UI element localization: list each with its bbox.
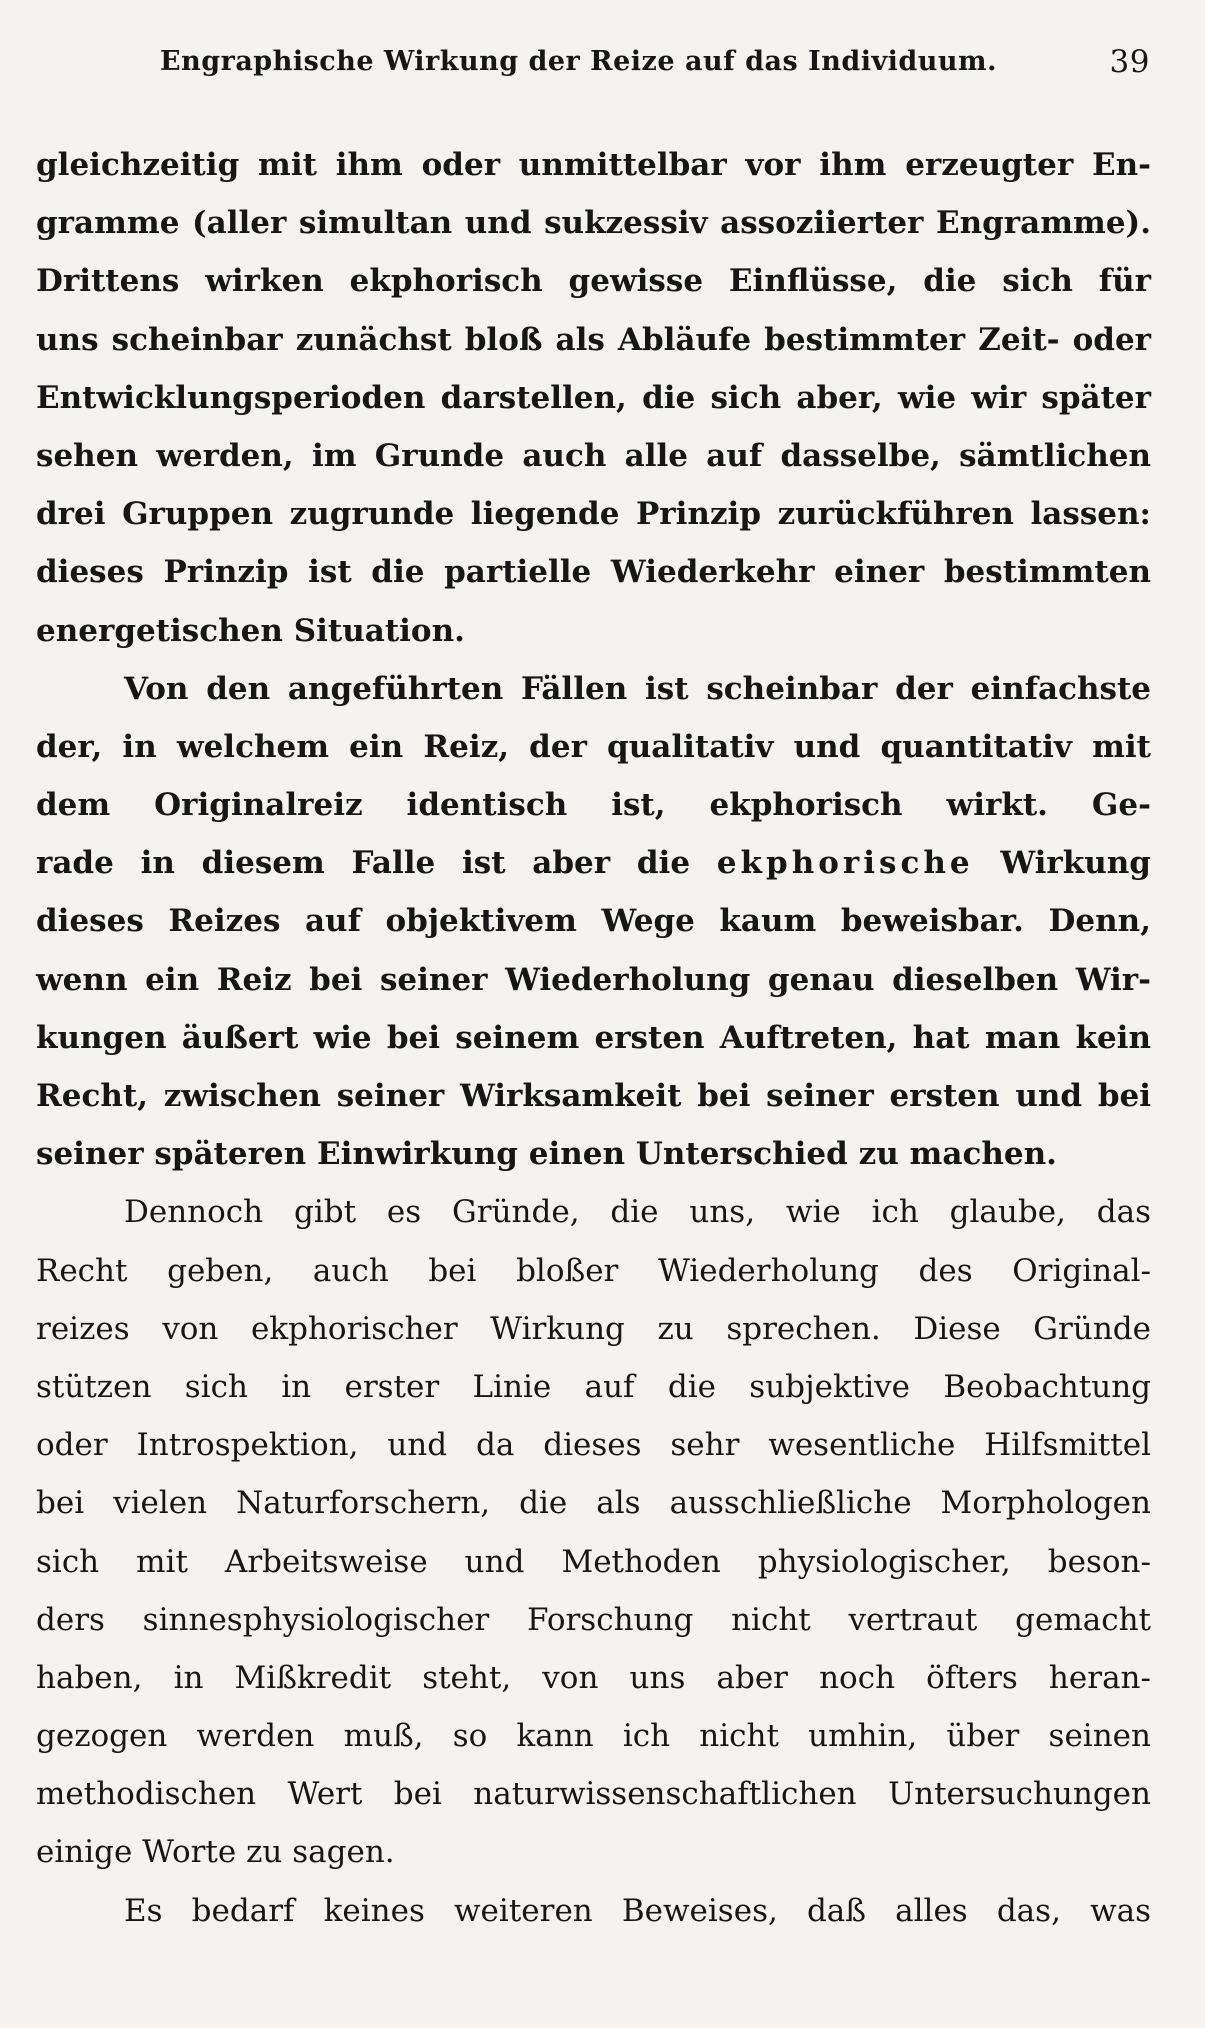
text-line: wenn ein Reiz bei seiner Wiederholung genau dieselben Wir- [36, 961, 1151, 998]
text-line: Von den angeführten Fällen ist scheinbar der einfachste [124, 670, 1151, 707]
text-line: oder Introspektion, und da dieses sehr wesentliche Hilfsmittel [36, 1427, 1151, 1464]
text-line: Recht geben, auch bei bloßer Wiederholung des Original- [36, 1252, 1151, 1289]
text-line: methodischen Wert bei naturwissenschaftlichen Untersuchungen [36, 1776, 1151, 1813]
text-line: Recht, zwischen seiner Wirksamkeit bei seiner ersten und bei [36, 1078, 1151, 1114]
page-number: 39 [1109, 44, 1150, 80]
text-line: sich mit Arbeitsweise und Methoden physiologischer, beson- [36, 1543, 1151, 1580]
text-line: dieses Reizes auf objektivem Wege kaum beweisbar. Denn, [36, 903, 1151, 940]
text-line: Entwicklungsperioden darstellen, die sich aber, wie wir später [36, 379, 1151, 416]
running-head-title: Engraphische Wirkung der Reize auf das Individuum. [160, 46, 998, 77]
text-line: haben, in Mißkredit steht, von uns aber noch öfters heran- [36, 1659, 1151, 1696]
text-line-emphasis [36, 834, 1151, 892]
text-line: sehen werden, im Grunde auch alle auf dasselbe, sämtlichen [36, 437, 1151, 474]
text-line: drei Gruppen zugrunde liegende Prinzip zurückführen lassen: [36, 496, 1151, 533]
text-line: Es bedarf keines weiteren Beweises, daß alles das, was [124, 1892, 1151, 1929]
text-line: seiner späteren Einwirkung einen Unterschied zu machen. [36, 1136, 1057, 1173]
text-line: Dennoch gibt es Gründe, die uns, wie ich glaube, das [124, 1194, 1151, 1231]
text-line: reizes von ekphorischer Wirkung zu sprechen. Diese Gründe [36, 1310, 1151, 1347]
text-line: Drittens wirken ekphorisch gewisse Einflüsse, die sich für [36, 263, 1151, 300]
body-text [36, 136, 1151, 1940]
emphasized-word: ekphorische [716, 845, 974, 882]
running-head [160, 46, 1150, 86]
text-line: gleichzeitig mit ihm oder unmittelbar vor ihm erzeugter En- [36, 147, 1151, 183]
text-fragment: rade in diesem Falle ist aber die [36, 845, 691, 882]
text-line: energetischen Situation. [36, 612, 465, 649]
text-line: der, in welchem ein Reiz, der qualitativ und quantitativ mit [36, 728, 1151, 765]
text-fragment: Wirkung [1000, 845, 1151, 882]
text-line: kungen äußert wie bei seinem ersten Auftreten, hat man kein [36, 1019, 1151, 1056]
text-line: bei vielen Naturforschern, die als ausschließliche Morphologen [36, 1485, 1151, 1522]
text-line: dem Originalreiz identisch ist, ekphorisch wirkt. Ge- [36, 787, 1151, 824]
text-line: dieses Prinzip ist die partielle Wiederkehr einer bestimmten [36, 554, 1151, 591]
text-line: gezogen werden muß, so kann ich nicht umhin, über seinen [36, 1718, 1151, 1755]
text-line: stützen sich in erster Linie auf die subjektive Beobachtung [36, 1368, 1151, 1405]
text-line: gramme (aller simultan und sukzessiv assoziierter Engramme). [36, 205, 1151, 242]
text-line: ders sinnesphysiologischer Forschung nicht vertraut gemacht [36, 1601, 1151, 1638]
text-line: einige Worte zu sagen. [36, 1834, 395, 1871]
text-line: uns scheinbar zunächst bloß als Abläufe bestimmter Zeit- oder [36, 321, 1151, 358]
